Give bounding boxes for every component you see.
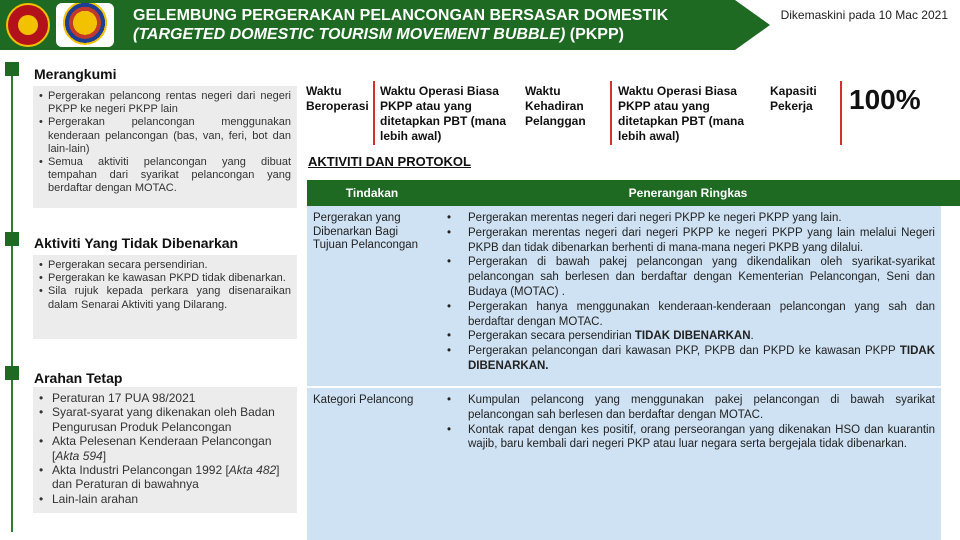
list-item: • Pergerakan pelancongan dari kawasan PKP, PKPB dan PKPD ke kawasan PKPP TIDAK DIBENARKAN. — [445, 344, 935, 374]
section-title-merangkumi: Merangkumi — [34, 66, 117, 82]
list-item: • Pergerakan ke kawasan PKPD tidak dibenarkan. — [39, 272, 291, 285]
agency-logo — [6, 3, 50, 47]
list-item: • Akta Industri Pelancongan 1992 [Akta 482] dan Peraturan di bawahnya — [39, 463, 291, 492]
table-header — [307, 180, 960, 206]
arahan-list — [39, 391, 291, 506]
section-marker — [5, 232, 19, 246]
section-box-merangkumi — [33, 86, 297, 208]
penerangan-list — [445, 393, 935, 452]
list-item: • Pergerakan secara persendirian TIDAK DIBENARKAN. — [445, 329, 935, 344]
list-item: • Peraturan 17 PUA 98/2021 — [39, 391, 291, 405]
tindakan-cell: Pergerakan yang Dibenarkan Bagi Tujuan Pelancongan — [313, 212, 419, 251]
aktiviti-title: AKTIVITI DAN PROTOKOL — [308, 154, 471, 169]
section-box-tidak-dibenarkan — [33, 255, 297, 339]
list-item: • Pergerakan merentas negeri dari negeri PKPP ke negeri PKPP yang lain melalui Negeri PKPB dan tidak dibenarkan berhenti di mana-mana negeri PKPB yang dilalui. — [445, 226, 935, 256]
list-item: • Syarat-syarat yang dikenakan oleh Badan Pengurusan Produk Pelancongan — [39, 405, 291, 434]
merangkumi-list — [39, 90, 291, 196]
subtitle-english: (TARGETED DOMESTIC TOURISM MOVEMENT BUBBLE) — [133, 26, 566, 43]
tidak-dibenarkan-list — [39, 259, 291, 312]
section-title-arahan: Arahan Tetap — [34, 370, 123, 386]
list-item: • Kontak rapat dengan kes positif, orang perseorangan yang dikenakan HSO dan kuarantin wajib, baru kembali dari negeri PKP atau luar negara serta bergejala tidak dibenarkan. — [445, 423, 935, 453]
header-banner — [0, 0, 770, 50]
coat-of-arms-logo — [56, 3, 114, 47]
section-box-arahan — [33, 387, 297, 513]
header-penerangan: Penerangan Ringkas — [628, 186, 748, 200]
list-item: • Akta Pelesenan Kenderaan Pelancongan [Akta 594] — [39, 434, 291, 463]
table-row — [307, 388, 941, 540]
list-item: • Pergerakan pelancongan menggunakan kenderaan pelancongan (bas, van, feri, bot dan lain-lain) — [39, 116, 291, 156]
kapasiti-pekerja-label: Kapasiti Pekerja — [770, 84, 817, 113]
updated-date: Dikemaskini pada 10 Mac 2021 — [780, 8, 948, 22]
list-item: • Semua aktiviti pelancongan yang dibuat tempahan dari syarikat pelancongan yang berdaftar dengan MOTAC. — [39, 156, 291, 196]
list-item: • Kumpulan pelancong yang menggunakan pakej pelancongan di bawah syarikat pelancongan sah berlesen dan berdaftar dengan MOTAC. — [445, 393, 935, 423]
waktu-operasi-biasa-label-2: Waktu Operasi Biasa PKPP atau yang ditetapkan PBT (mana lebih awal) — [618, 84, 745, 143]
list-item: • Pergerakan hanya menggunakan kenderaan-kenderaan pelancongan yang sah dan berdaftar dengan MOTAC. — [445, 300, 935, 330]
divider — [610, 81, 612, 145]
list-item: • Pergerakan pelancong rentas negeri dari negeri PKPP ke negeri PKPP lain — [39, 90, 291, 116]
page-title: GELEMBUNG PERGERAKAN PELANCONGAN BERSASAR DOMESTIK — [133, 7, 669, 24]
page-subtitle — [133, 26, 624, 44]
penerangan-list — [445, 211, 935, 374]
waktu-beroperasi-label: Waktu Beroperasi — [306, 84, 369, 113]
timeline-line — [11, 62, 13, 532]
kapasiti-value: 100% — [849, 84, 921, 115]
list-item: • Pergerakan di bawah pakej pelancongan yang dikendalikan oleh syarikat-syarikat pelancongan sah berlesen dan berdaftar dengan Kementerian Pelancongan, Seni dan Budaya (MOTAC) . — [445, 255, 935, 299]
list-item: • Sila rujuk kepada perkara yang disenaraikan dalam Senarai Aktiviti yang Dilarang. — [39, 285, 291, 311]
section-title-tidak-dibenarkan: Aktiviti Yang Tidak Dibenarkan — [34, 235, 239, 251]
tindakan-cell: Kategori Pelancong — [313, 394, 414, 406]
table-row — [307, 206, 941, 386]
section-marker — [5, 62, 19, 76]
divider — [840, 81, 842, 145]
waktu-operasi-biasa-label: Waktu Operasi Biasa PKPP atau yang ditetapkan PBT (mana lebih awal) — [380, 84, 507, 143]
waktu-kehadiran-label: Waktu Kehadiran Pelanggan — [525, 84, 586, 128]
divider — [373, 81, 375, 145]
list-item: • Pergerakan merentas negeri dari negeri PKPP ke negeri PKPP yang lain. — [445, 211, 935, 226]
section-marker — [5, 366, 19, 380]
header-tindakan: Tindakan — [345, 186, 399, 200]
subtitle-suffix: (PKPP) — [565, 26, 624, 43]
list-item: • Pergerakan secara persendirian. — [39, 259, 291, 272]
list-item: • Lain-lain arahan — [39, 492, 291, 506]
